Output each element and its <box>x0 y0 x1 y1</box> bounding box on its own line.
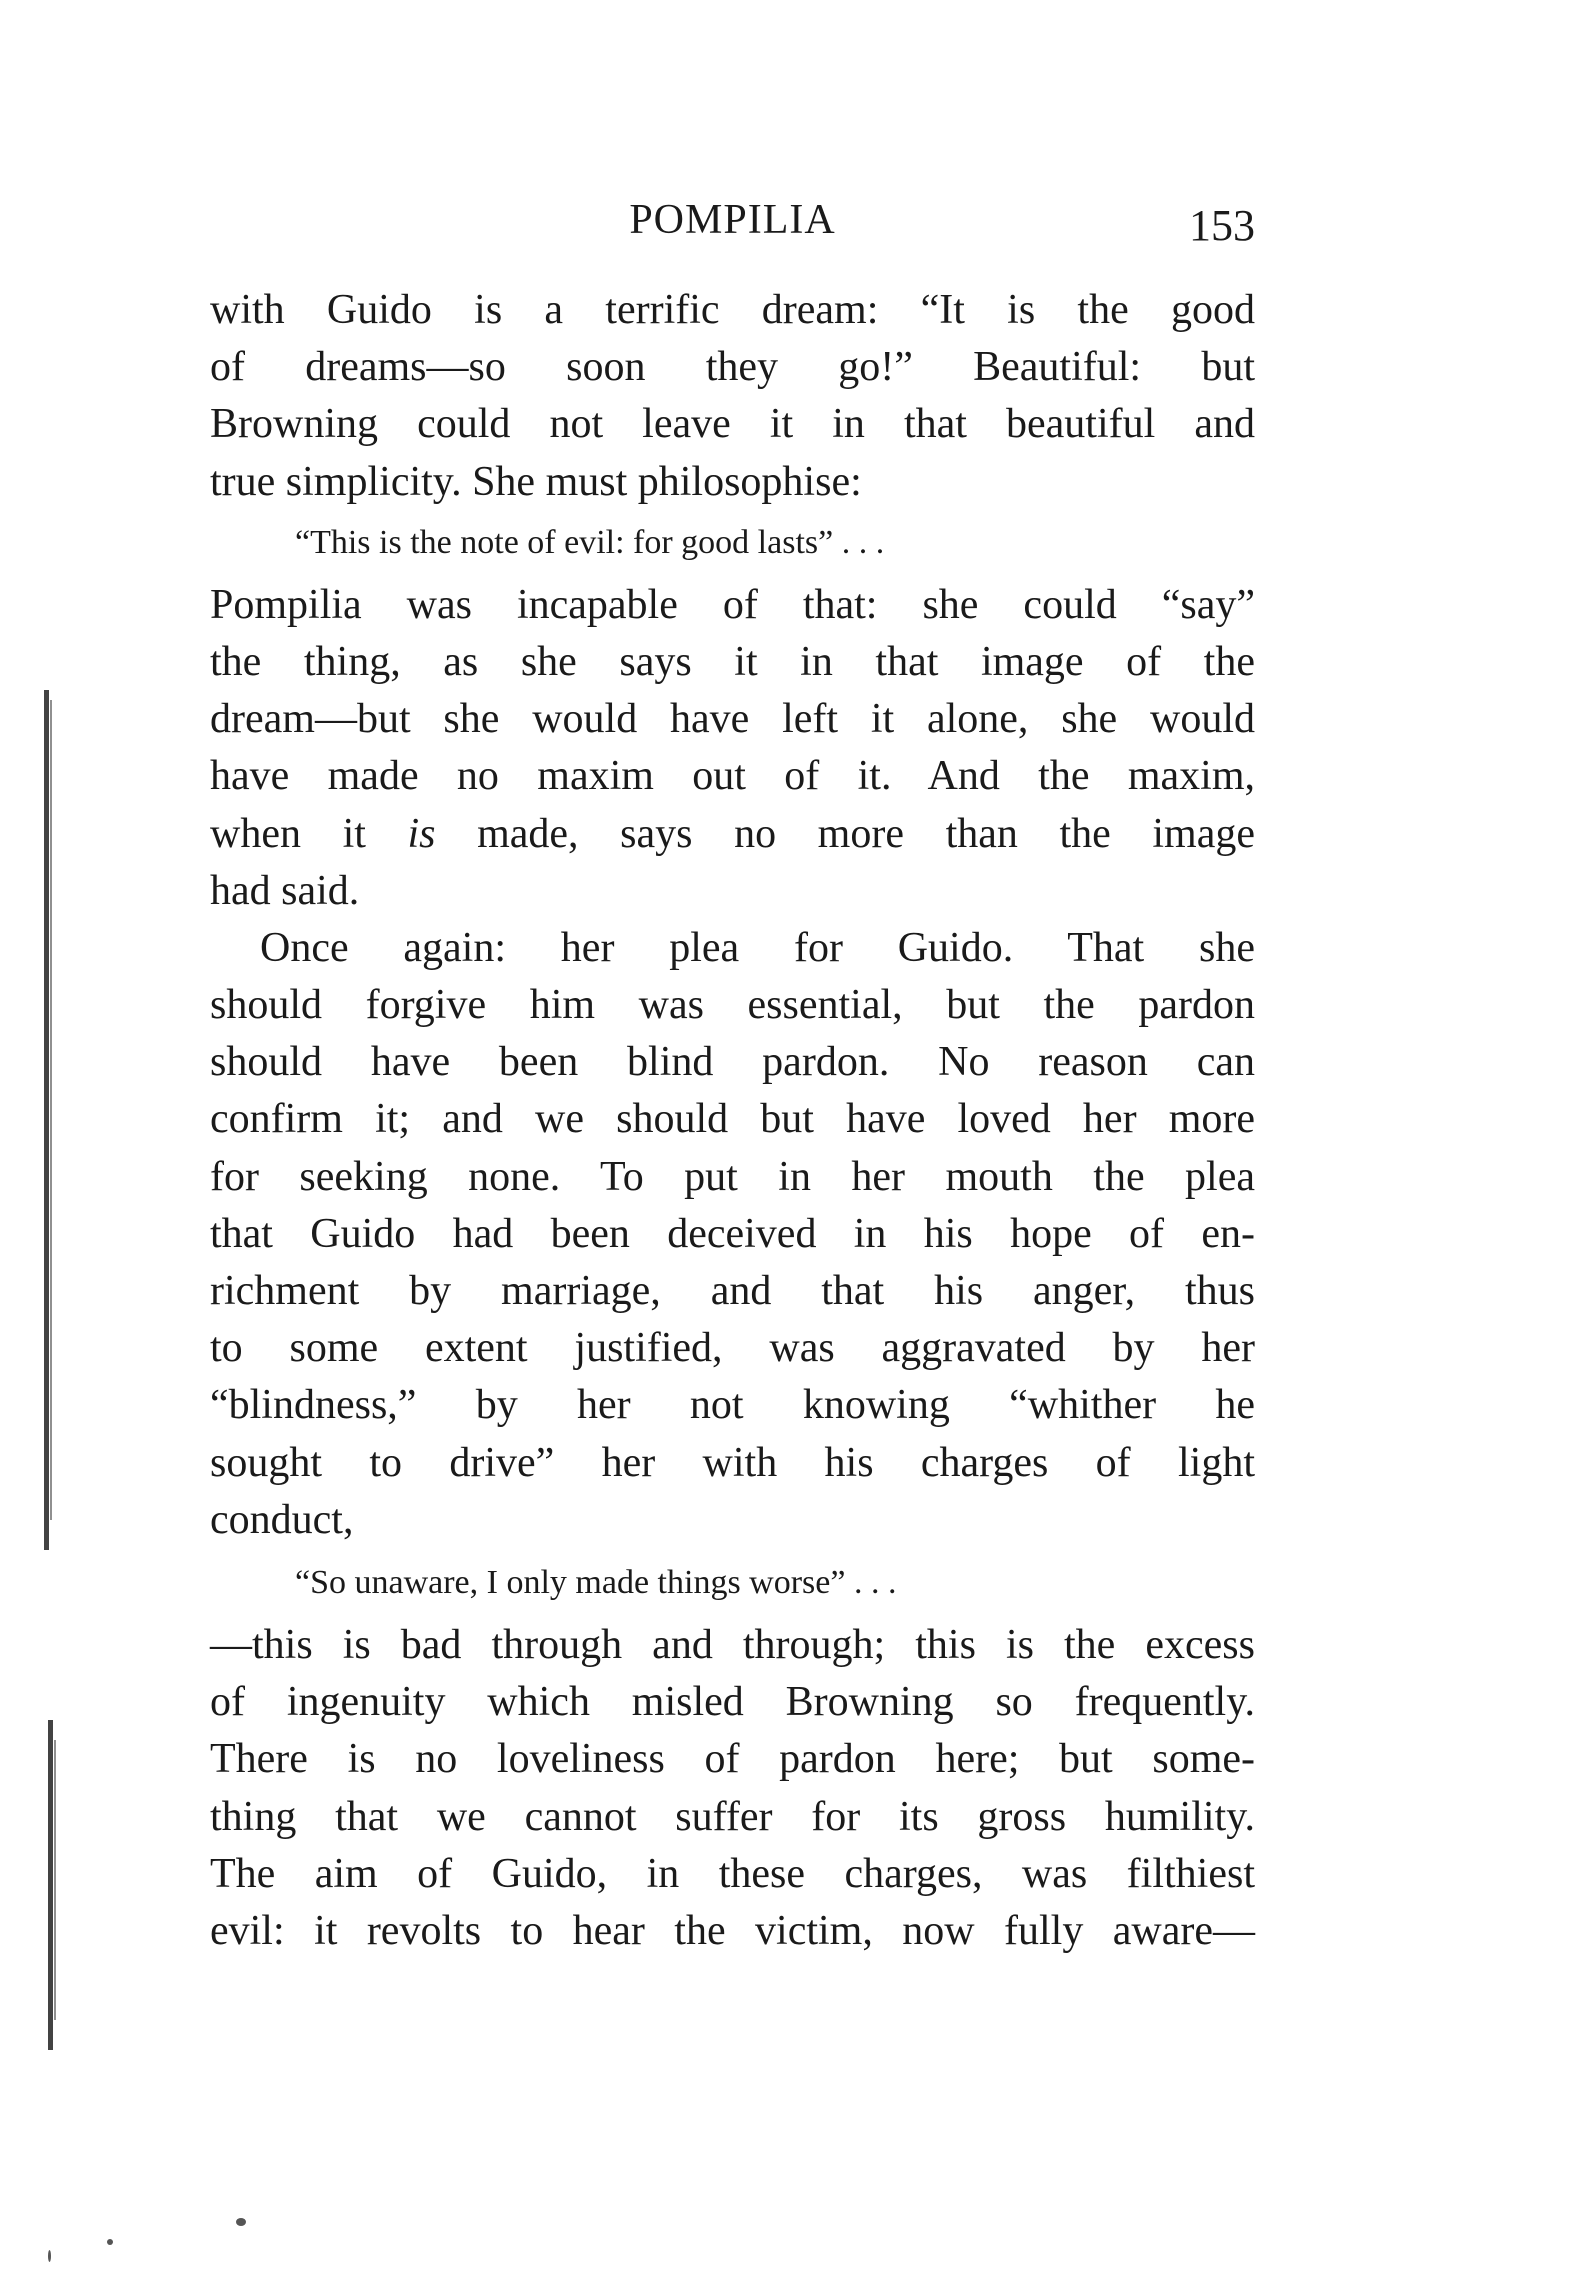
text-line: should have been blind pardon. No reason can <box>210 1039 1255 1086</box>
text-line: Browning could not leave it in that beautiful and <box>210 401 1255 448</box>
binding-shadow <box>54 1740 56 2020</box>
text-line: —this is bad through and through; this is the excess <box>210 1621 1255 1668</box>
scan-speck <box>48 2250 51 2262</box>
scan-speck <box>107 2239 113 2245</box>
block-quote: “This is the note of evil: for good lasts” . . . <box>295 523 885 561</box>
body-text <box>210 282 1255 1960</box>
text-line: conduct, <box>210 1496 354 1543</box>
text-line: have made no maxim out of it. And the maxim, <box>210 753 1255 800</box>
binding-shadow <box>44 690 49 1550</box>
text-line: thing that we cannot suffer for its gross humility. <box>210 1793 1255 1840</box>
italic-word: is <box>407 810 436 857</box>
block-quote: “So unaware, I only made things worse” . . . <box>295 1563 897 1601</box>
text-line: that Guido had been deceived in his hope of en- <box>210 1210 1255 1257</box>
text-line: to some extent justified, was aggravated by her <box>210 1325 1255 1372</box>
text-line: Once again: her plea for Guido. That she <box>260 924 1255 971</box>
binding-shadow <box>50 700 52 1520</box>
text-line <box>210 806 1255 863</box>
text-line: dream—but she would have left it alone, she would <box>210 696 1255 743</box>
text-line: “blindness,” by her not knowing “whither he <box>210 1382 1255 1429</box>
text-line: There is no loveliness of pardon here; but some- <box>210 1736 1255 1783</box>
text-line: should forgive him was essential, but the pardon <box>210 982 1255 1029</box>
text-line: true simplicity. She must philosophise: <box>210 458 862 505</box>
page-number: 153 <box>1189 201 1255 250</box>
text-line: evil: it revolts to hear the victim, now fully aware— <box>210 1907 1255 1954</box>
scan-speck <box>236 2218 246 2226</box>
text-line: Pompilia was incapable of that: she could “say” <box>210 581 1255 628</box>
running-head <box>210 190 1255 250</box>
running-title: POMPILIA <box>629 197 836 243</box>
text-line: confirm it; and we should but have loved her more <box>210 1096 1255 1143</box>
text-line: sought to drive” her with his charges of light <box>210 1439 1255 1486</box>
text-line: richment by marriage, and that his anger, thus <box>210 1268 1255 1314</box>
text-fragment: when it <box>210 810 408 857</box>
text-line: The aim of Guido, in these charges, was filthiest <box>210 1850 1255 1897</box>
text-line: the thing, as she says it in that image of the <box>210 638 1255 685</box>
text-line: had said. <box>210 867 360 914</box>
binding-shadow <box>48 1720 53 2050</box>
text-line: for seeking none. To put in her mouth the plea <box>210 1153 1255 1200</box>
text-line: with Guido is a terrific dream: “It is the good <box>210 287 1255 333</box>
text-line: of dreams—so soon they go!” Beautiful: but <box>210 344 1255 391</box>
text-line: of ingenuity which misled Browning so frequently. <box>210 1679 1255 1726</box>
text-fragment: made, says no more than the image <box>435 810 1255 857</box>
